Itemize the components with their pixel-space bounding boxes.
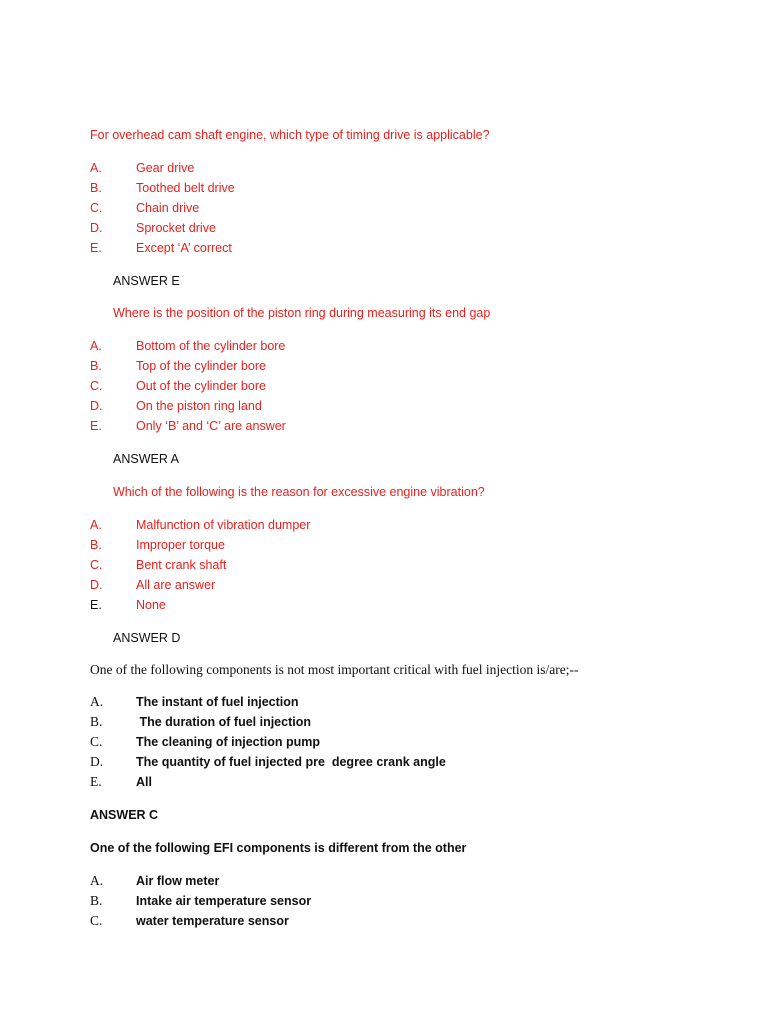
- question-1-option-b-letter: B.: [90, 181, 102, 195]
- question-5-option-c: water temperature sensor: [136, 914, 289, 928]
- question-1-option-e-letter: E.: [90, 241, 102, 255]
- question-1-option-e: Except ‘A’ correct: [136, 241, 232, 255]
- question-4-option-c: The cleaning of injection pump: [136, 735, 321, 749]
- question-3-answer: ANSWER D: [113, 631, 181, 645]
- question-4-option-e: All: [136, 775, 152, 789]
- question-3-option-a-letter: A.: [90, 518, 102, 532]
- question-1-option-b: Toothed belt drive: [136, 181, 235, 195]
- question-2-option-a-letter: A.: [90, 339, 102, 353]
- question-4-option-a-letter: A.: [90, 694, 104, 709]
- question-1-answer: ANSWER E: [113, 274, 180, 288]
- question-2-option-b: Top of the cylinder bore: [136, 359, 266, 373]
- question-4-text: One of the following components is not most important critical with fuel injection is/are;--: [90, 662, 579, 677]
- question-3-option-b-letter: B.: [90, 538, 102, 552]
- question-3-option-c-letter: C.: [90, 558, 103, 572]
- question-2-option-c-letter: C.: [90, 379, 103, 393]
- question-5-option-b-letter: B.: [90, 893, 103, 908]
- question-2-option-c: Out of the cylinder bore: [136, 379, 266, 393]
- question-5-text: One of the following EFI components is different from the other: [90, 841, 467, 855]
- question-5-option-c-letter: C.: [90, 913, 103, 928]
- question-2-text: Where is the position of the piston ring during measuring its end gap: [113, 306, 491, 320]
- question-4-option-c-letter: C.: [90, 734, 103, 749]
- question-3-option-a: Malfunction of vibration dumper: [136, 518, 311, 532]
- question-1-text: For overhead cam shaft engine, which type of timing drive is applicable?: [90, 128, 490, 142]
- question-4-option-b: The duration of fuel injection: [136, 715, 311, 729]
- question-3-option-c: Bent crank shaft: [136, 558, 227, 572]
- question-5-option-a-letter: A.: [90, 873, 104, 888]
- question-4-option-e-letter: E.: [90, 774, 102, 789]
- question-4-option-d: The quantity of fuel injected pre degree crank angle: [136, 755, 446, 769]
- question-2-option-d: On the piston ring land: [136, 399, 262, 413]
- question-3-text: Which of the following is the reason for excessive engine vibration?: [113, 485, 485, 499]
- question-4-option-d-letter: D.: [90, 754, 104, 769]
- question-4-option-b-letter: B.: [90, 714, 103, 729]
- question-2-option-d-letter: D.: [90, 399, 103, 413]
- question-2-option-b-letter: B.: [90, 359, 102, 373]
- question-1-option-a-letter: A.: [90, 161, 102, 175]
- question-3-option-b: Improper torque: [136, 538, 225, 552]
- question-5-option-a: Air flow meter: [136, 874, 220, 888]
- question-3-option-d: All are answer: [136, 578, 216, 592]
- question-2-option-e-letter: E.: [90, 419, 102, 433]
- question-3-option-d-letter: D.: [90, 578, 103, 592]
- question-1-option-c-letter: C.: [90, 201, 103, 215]
- question-1-option-d: Sprocket drive: [136, 221, 216, 235]
- question-1-option-c: Chain drive: [136, 201, 200, 215]
- question-3-option-e: None: [136, 598, 166, 612]
- question-4-option-a: The instant of fuel injection: [136, 695, 299, 709]
- question-4-answer: ANSWER C: [90, 808, 159, 822]
- question-1-option-d-letter: D.: [90, 221, 103, 235]
- question-2-option-a: Bottom of the cylinder bore: [136, 339, 286, 353]
- question-2-option-e: Only ‘B’ and ‘C’ are answer: [136, 419, 286, 433]
- question-2-answer: ANSWER A: [113, 452, 179, 466]
- question-5-option-b: Intake air temperature sensor: [136, 894, 312, 908]
- question-3-option-e-letter: E.: [90, 598, 102, 612]
- question-1-option-a: Gear drive: [136, 161, 195, 175]
